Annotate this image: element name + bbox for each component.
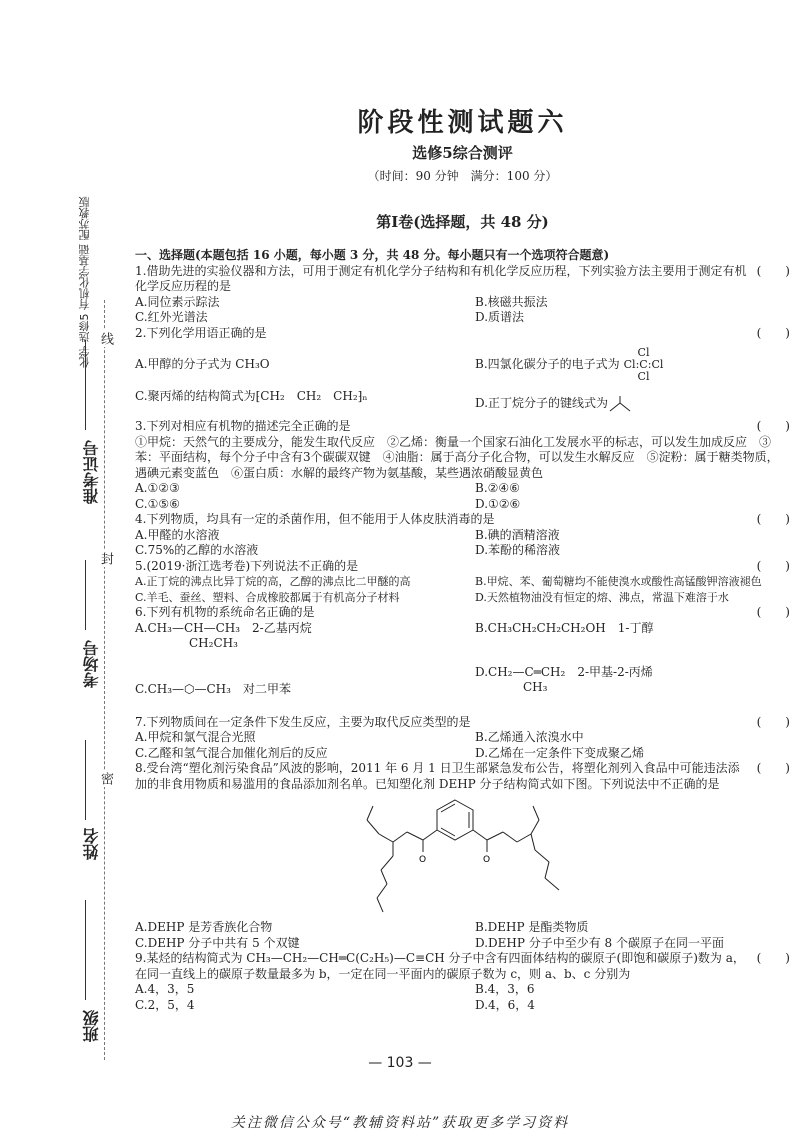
page-number: — 103 — bbox=[368, 1055, 432, 1071]
question-7 bbox=[135, 715, 790, 762]
part-heading: 一、选择题(本题包括 16 小题，每小题 3 分，共 48 分。每小题只有一个选项符合题意) bbox=[135, 248, 610, 262]
class-label: 班级 bbox=[82, 1010, 101, 1042]
option-c[interactable]: C.聚丙烯的结构简式为⁅CH₂ CH₂ CH₂⁆ₙ bbox=[135, 389, 368, 403]
question-1 bbox=[135, 264, 790, 326]
svg-text:O: O bbox=[483, 855, 491, 865]
footer-note: 关注微信公众号“教辅资料站”获取更多学习资料 bbox=[230, 1115, 570, 1131]
answer-paren[interactable]: ( ) bbox=[756, 325, 790, 340]
option-c[interactable]: C.DEHP 分子中共有 5 个双键 bbox=[135, 935, 300, 950]
option-b[interactable]: B.四氯化碳分子的电子式为 Cl Cl :C: Cl Cl bbox=[475, 346, 664, 383]
substituent-d: CH₃ bbox=[523, 680, 548, 694]
svg-text:O: O bbox=[419, 855, 427, 865]
option-c[interactable]: C.2，5，4 bbox=[135, 997, 195, 1012]
option-a[interactable]: A.甲醛的水溶液 bbox=[135, 527, 220, 542]
option-a[interactable]: A.CH₃—CH—CH₃ 2-乙基丙烷 CH₂CH₃ bbox=[135, 620, 312, 650]
option-a[interactable]: A.①②③ bbox=[135, 481, 180, 495]
answer-paren[interactable]: ( ) bbox=[756, 761, 790, 775]
answer-paren[interactable]: ( ) bbox=[756, 512, 790, 526]
question-stem: 7.下列物质间在一定条件下发生反应，主要为取代反应类型的是 bbox=[135, 714, 471, 729]
option-b[interactable]: B.碘的酒精溶液 bbox=[475, 527, 560, 542]
substituent-a: CH₂CH₃ bbox=[189, 636, 238, 650]
question-stem: 6.下列有机物的系统命名正确的是 bbox=[135, 605, 315, 619]
seal-mark: 封 bbox=[98, 552, 113, 565]
room-number-field[interactable] bbox=[85, 560, 87, 630]
option-c[interactable]: C.乙醛和氢气混合加催化剂后的反应 bbox=[135, 745, 328, 760]
option-d[interactable]: D.苯酚的稀溶液 bbox=[475, 543, 561, 557]
option-a[interactable]: A.DEHP 是芳香族化合物 bbox=[135, 920, 273, 934]
line-mark: 线 bbox=[98, 332, 113, 345]
question-3 bbox=[135, 419, 790, 512]
option-c[interactable]: C.羊毛、蚕丝、塑料、合成橡胶都属于有机高分子材料 bbox=[135, 590, 400, 604]
answer-paren[interactable]: ( ) bbox=[756, 558, 790, 573]
option-d[interactable]: D.正丁烷分子的键线式为 bbox=[475, 389, 790, 419]
dehp-structure-diagram bbox=[135, 792, 790, 920]
section-heading: 第Ⅰ卷(选择题，共 48 分) bbox=[376, 212, 549, 231]
option-b[interactable]: B.DEHP 是酯类物质 bbox=[475, 920, 589, 934]
question-5 bbox=[135, 559, 790, 606]
option-d[interactable]: D.4，6，4 bbox=[475, 997, 535, 1012]
question-8 bbox=[135, 761, 790, 951]
option-d[interactable]: D.质谱法 bbox=[475, 310, 525, 324]
question-stem: 8.受台湾“塑化剂污染食品”风波的影响，2011 年 6 月 1 日卫生部紧急发布公告，将塑化剂列入食品中可能违法添加的非食用物质和易滥用的食品添加剂名单。已知塑化剂 DEHP 分子结构简式如下图。下列说法中不正确的是 bbox=[135, 761, 740, 791]
option-d[interactable]: D.①②⑥ bbox=[475, 496, 521, 511]
answer-paren[interactable]: ( ) bbox=[756, 605, 790, 619]
page-subtitle: 选修5综合测评 bbox=[412, 143, 513, 162]
question-stem: 3.下列对相应有机物的描述完全正确的是 bbox=[135, 419, 351, 433]
option-a[interactable]: A.同位素示踪法 bbox=[135, 294, 220, 309]
answer-paren[interactable]: ( ) bbox=[756, 419, 790, 433]
answer-paren[interactable]: ( ) bbox=[756, 951, 790, 965]
option-d[interactable]: D.DEHP 分子中至少有 8 个碳原子在同一平面 bbox=[475, 935, 725, 950]
question-stem: 4.下列物质，均具有一定的杀菌作用，但不能用于人体皮肤消毒的是 bbox=[135, 512, 495, 526]
ccl4-electron-formula: Cl Cl :C: Cl Cl bbox=[623, 346, 664, 383]
answer-paren[interactable]: ( ) bbox=[756, 714, 790, 729]
question-9 bbox=[135, 951, 790, 1013]
cut-line bbox=[104, 300, 105, 1060]
question-stem: 1.借助先进的实验仪器和方法，可用于测定有机化学分子结构和有机化学反应历程，下列实验方法主要用于测定有机化学反应历程的是 bbox=[135, 263, 747, 293]
question-stem: 9.某烃的结构简式为 CH₃—CH₂—CH═C(C₂H₅)—C≡CH 分子中含有四面体结构的碳原子(即饱和碳原子)数为 a，在同一直线上的碳原子数量最多为 b，一定在同一平面内的碳原子数为 c，则 a、b、c 分别为 bbox=[135, 951, 745, 981]
question-6 bbox=[135, 605, 790, 715]
option-b[interactable]: B.甲烷、苯、葡萄糖均不能使溴水或酸性高锰酸钾溶液褪色 bbox=[475, 575, 762, 588]
exam-number-field[interactable] bbox=[85, 340, 87, 430]
polypropylene-formula: ⁅CH₂ CH₂ CH₂⁆ₙ bbox=[255, 389, 368, 403]
option-b[interactable]: B.②④⑥ bbox=[475, 481, 520, 495]
option-c[interactable]: C.75%的乙醇的水溶液 bbox=[135, 543, 259, 557]
option-c[interactable]: C.红外光谱法 bbox=[135, 310, 208, 324]
option-b[interactable]: B.核磁共振法 bbox=[475, 294, 548, 309]
option-a[interactable]: A.正丁烷的沸点比异丁烷的高，乙醇的沸点比二甲醚的高 bbox=[135, 575, 411, 588]
answer-paren[interactable]: ( ) bbox=[756, 263, 790, 278]
question-stem: 2.下列化学用语正确的是 bbox=[135, 325, 267, 340]
question-stem: 5.(2019·浙江选考卷)下列说法不正确的是 bbox=[135, 558, 359, 573]
option-b[interactable]: B.乙烯通入浓溴水中 bbox=[475, 730, 584, 744]
option-a[interactable]: A.甲烷和氯气混合光照 bbox=[135, 730, 256, 744]
binding-margin bbox=[0, 0, 118, 1139]
book-info: 化学 选修5 有机化学基础 配苏教版 bbox=[78, 196, 91, 368]
option-d[interactable]: D.乙烯在一定条件下变成聚乙烯 bbox=[475, 745, 645, 760]
question-4 bbox=[135, 512, 790, 559]
option-b[interactable]: B.CH₃CH₂CH₂CH₂OH 1-丁醇 bbox=[475, 620, 654, 635]
option-c[interactable]: C.①⑤⑥ bbox=[135, 496, 180, 511]
option-b[interactable]: B.4，3，6 bbox=[475, 982, 535, 996]
exam-number-label: 准考证号 bbox=[82, 440, 101, 504]
option-a[interactable]: A.4，3，5 bbox=[135, 982, 195, 996]
class-field[interactable] bbox=[85, 900, 87, 1000]
secret-mark: 密 bbox=[98, 772, 113, 785]
name-label: 姓名 bbox=[82, 828, 101, 860]
option-c[interactable]: C.CH₃—⬡—CH₃ 对二甲苯 bbox=[135, 681, 291, 696]
option-d[interactable]: D.CH₂—C═CH₂ 2-甲基-2-丙烯 CH₃ bbox=[475, 664, 653, 694]
butane-skeletal-icon bbox=[608, 395, 632, 413]
time-info: （时间：90 分钟 满分：100 分） bbox=[367, 169, 558, 183]
question-body: ①甲烷：天然气的主要成分，能发生取代反应 ②乙烯：衡量一个国家石油化工发展水平的标志，可以发生加成反应 ③苯：平面结构，每个分子中含有3个碳碳双键 ④油脂：属于高分子化合物，可以发生水解反应 ⑤淀粉：属于糖类物质，遇碘元素变蓝色 ⑥蛋白质：水解的最终产物为氨基酸，某些遇浓硝酸显黄色 bbox=[135, 434, 779, 480]
room-number-label: 考场号 bbox=[82, 640, 101, 688]
option-d[interactable]: D.天然植物油没有恒定的熔、沸点，常温下难溶于水 bbox=[475, 590, 729, 604]
page-title: 阶段性测试题六 bbox=[357, 108, 568, 138]
question-2 bbox=[135, 326, 790, 420]
name-field[interactable] bbox=[85, 740, 87, 820]
exam-content bbox=[135, 110, 790, 1013]
option-a[interactable]: A.甲醇的分子式为 CH₃O bbox=[135, 357, 270, 372]
